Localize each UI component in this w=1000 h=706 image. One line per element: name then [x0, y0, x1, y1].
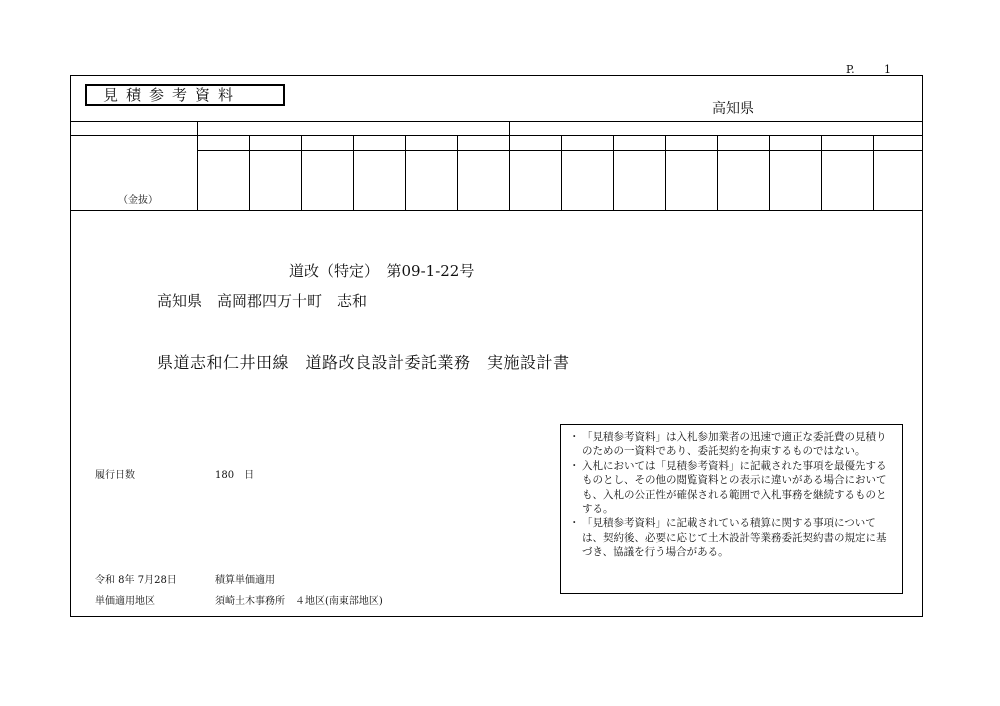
notice-box	[560, 424, 903, 594]
duration-label: 履行日数	[95, 470, 135, 481]
amount-note: （金抜）	[118, 195, 158, 206]
page-label: P.	[846, 63, 855, 76]
bullet-icon: ・	[569, 459, 580, 472]
duration-value: 180 日	[215, 470, 255, 481]
work-name: 県道志和仁井田線 道路改良設計委託業務 実施設計書	[157, 353, 570, 372]
notice-item	[569, 459, 894, 517]
bullet-icon: ・	[569, 431, 580, 443]
notice-item	[569, 516, 894, 559]
region-value: 須崎土木事務所 ４地区(南東部地区)	[215, 596, 383, 607]
notice-text: 「見積参考資料」に記載されている積算に関する事項については、契約後、必要に応じて土木設計等業務委託契約書の規定に基づき、協議を行う場合がある。	[582, 517, 887, 559]
price-date-value: 積算単価適用	[215, 575, 275, 586]
project-location: 高知県 高岡郡四万十町 志和	[157, 292, 368, 310]
prefecture-name: 高知県	[712, 101, 754, 117]
region-label: 単価適用地区	[95, 596, 155, 607]
notice-item	[569, 430, 894, 459]
project-number: 道改（特定） 第09-1-22号	[289, 262, 475, 280]
price-date-label: 令和 8年 7月28日	[95, 575, 177, 586]
bullet-icon: ・	[569, 517, 580, 530]
notice-text: 「見積参考資料」は入札参加業者の迅速で適正な委託費の見積りのための一資料であり、委託契約を拘束するものではない。	[582, 431, 887, 458]
document-title: 見積参考資料	[85, 84, 285, 106]
page-number-value: 1	[884, 63, 891, 76]
notice-text: 入札においては「見積参考資料」に記載された事項を最優先するものとし、その他の閲覧資料との表示に違いがある場合においても、入札の公正性が確保される範囲で入札事務を継続するものとする。	[582, 459, 887, 516]
